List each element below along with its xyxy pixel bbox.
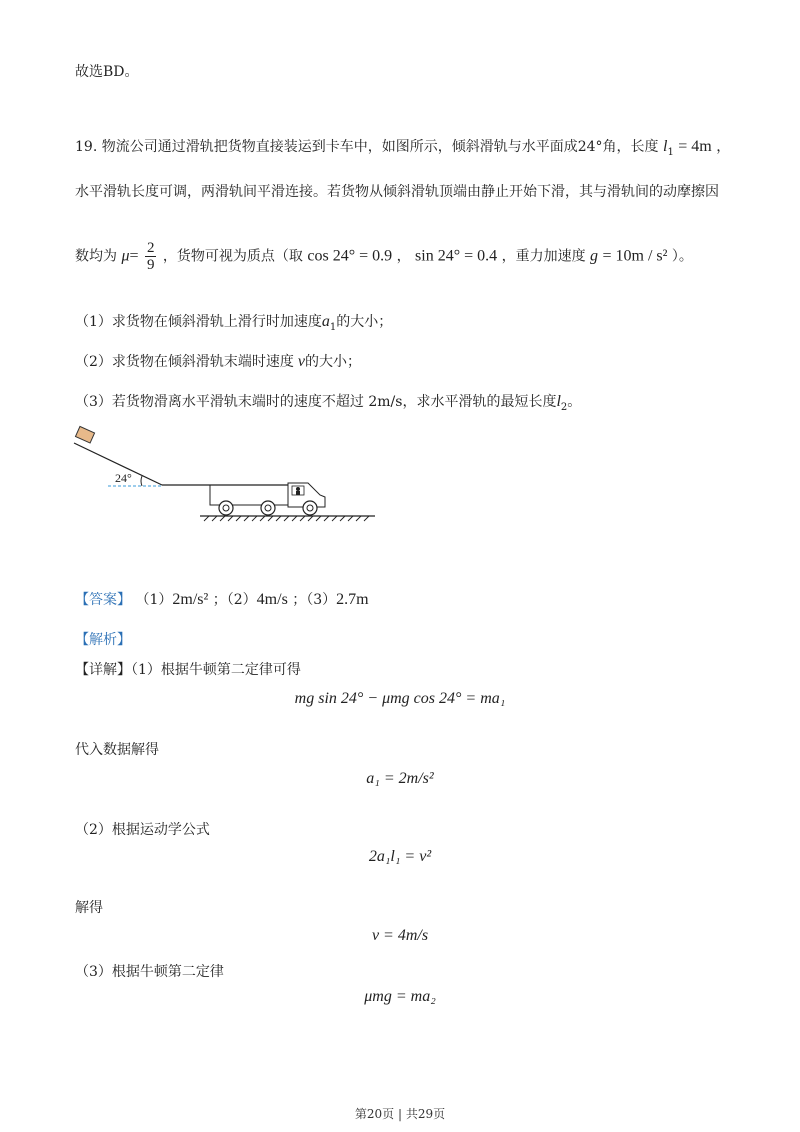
equation-3: 2a₁l₁ = v² xyxy=(368,848,432,865)
wheel xyxy=(261,501,275,515)
answer-tag: 【答案】 xyxy=(75,592,131,608)
angle-label: 24° xyxy=(115,471,132,485)
previous-conclusion: 故选BD。 xyxy=(75,64,139,80)
wheel xyxy=(219,501,233,515)
wheel xyxy=(303,501,317,515)
question-3: （3）若货物滑离水平滑轨末端时的速度不超过 2m/s，求水平滑轨的最短长度$l_2$。 xyxy=(75,393,582,413)
equation-2: a₁ = 2m/s² xyxy=(366,770,434,787)
question-1: （1）求货物在倾斜滑轨上滑行时加速度$a_1$的大小； xyxy=(75,313,393,333)
detail-step-2: （2）根据运动学公式 xyxy=(75,822,210,838)
detail-step-1: 【详解】（1）根据牛顿第二定律可得 xyxy=(75,662,301,678)
problem-line-1: 19. 物流公司通过滑轨把货物直接装运到卡车中，如图所示，倾斜滑轨与水平面成24°角，长度 $l_1 = 4m$ ， xyxy=(75,138,731,158)
mu-fraction: $\frac{2}{9}$ xyxy=(146,240,155,273)
page-footer: 第20页 | 共29页 xyxy=(354,1107,446,1121)
truck xyxy=(210,483,325,515)
ground xyxy=(200,516,375,521)
cargo-box xyxy=(75,426,94,443)
answer-line: 【答案】 （1）2m/s² ；（2）4m/s ；（3）2.7m xyxy=(75,591,369,608)
analysis-tag: 【解析】 xyxy=(75,632,131,648)
problem-line-2: 水平滑轨长度可调，两滑轨间平滑连接。若货物从倾斜滑轨顶端由静止开始下滑，其与滑轨间的动摩擦因 xyxy=(75,184,719,200)
problem-line-3: 数均为 μ= $\frac{2}{9}$ ，货物可视为质点（取 cos 24° = 0.9 ， sin 24° = 0.4 ，重力加速度 g = 10m / s² ）。 xyxy=(75,240,693,273)
angle-arc xyxy=(141,476,142,486)
detail-step-3: （3）根据牛顿第二定律 xyxy=(75,964,224,980)
problem-figure xyxy=(70,425,380,525)
substitute-text: 代入数据解得 xyxy=(75,742,159,758)
equation-4: v = 4m/s xyxy=(371,927,429,944)
solve-text: 解得 xyxy=(75,900,103,916)
problem-number: 19. xyxy=(75,139,98,155)
detail-tag: 【详解】 xyxy=(75,662,131,678)
equation-5: μmg = ma₂ xyxy=(364,988,436,1005)
question-2: （2）求货物在倾斜滑轨末端时速度 v的大小； xyxy=(75,353,362,370)
equation-1: mg sin 24° − μmg cos 24° = ma₁ xyxy=(294,690,506,707)
